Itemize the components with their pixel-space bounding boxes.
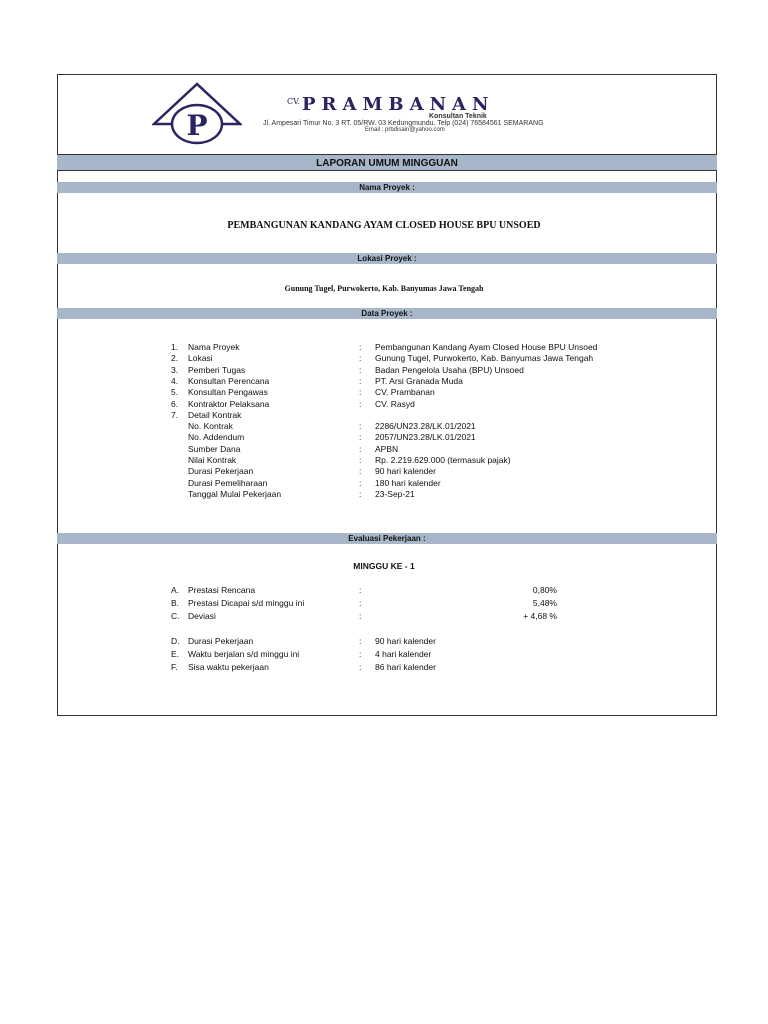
item-label: Sumber Dana [188, 443, 241, 454]
item-label: Durasi Pemeliharaan [188, 477, 268, 488]
list-item [0, 466, 768, 477]
item-number: 4. [171, 375, 179, 386]
item-colon: : [359, 636, 362, 646]
item-number: 7. [171, 409, 179, 420]
item-colon: : [359, 488, 362, 499]
item-number: A. [171, 585, 180, 595]
item-colon: : [359, 398, 362, 409]
list-item [0, 353, 768, 364]
item-label: Konsultan Perencana [188, 375, 270, 386]
item-value: CV. Rasyd [375, 398, 415, 409]
company-tagline: Konsultan Teknik [429, 113, 487, 120]
item-number: B. [171, 598, 180, 608]
project-location: Gunung Tugel, Purwokerto, Kab. Banyumas Jawa Tengah [284, 284, 484, 293]
list-item [0, 489, 768, 500]
list-item [0, 444, 768, 455]
section-lokasi-proyek: Lokasi Proyek : [57, 253, 717, 264]
item-value: + 4,68 % [523, 611, 557, 621]
item-colon: : [359, 353, 362, 364]
item-value: APBN [375, 443, 399, 454]
list-item [0, 598, 768, 609]
item-colon: : [359, 477, 362, 488]
item-colon: : [359, 611, 362, 621]
item-value: 86 hari kalender [375, 662, 436, 672]
item-colon: : [359, 598, 362, 608]
item-value: 5,48% [532, 598, 557, 608]
list-item [0, 399, 768, 410]
item-colon: : [359, 466, 362, 477]
item-colon: : [359, 342, 362, 352]
item-label: Deviasi [188, 611, 216, 621]
item-label: Tanggal Mulai Pekerjaan [188, 488, 282, 499]
section-evaluasi: Evaluasi Pekerjaan : [57, 533, 717, 544]
list-item [0, 662, 768, 673]
item-value: 180 hari kalender [375, 477, 441, 488]
item-label: Waktu berjalan s/d minggu ini [188, 649, 300, 659]
item-colon: : [359, 662, 362, 672]
list-item [0, 387, 768, 398]
item-value: 4 hari kalender [375, 649, 432, 659]
item-value: Pembangunan Kandang Ayam Closed House BPU Unsoed [375, 342, 598, 352]
item-colon: : [359, 443, 362, 454]
item-number: E. [171, 649, 180, 659]
item-label: No. Addendum [188, 432, 245, 443]
item-colon: : [359, 649, 362, 659]
item-label: Nilai Kontrak [188, 455, 237, 465]
item-value: 23-Sep-21 [375, 488, 415, 499]
list-item [0, 365, 768, 376]
item-value: 2057/UN23.28/LK.01/2021 [375, 432, 476, 443]
item-colon: : [359, 421, 362, 432]
item-label: Prestasi Rencana [188, 585, 256, 595]
item-colon: : [359, 432, 362, 443]
logo-letter: P [186, 109, 208, 142]
item-value: CV. Prambanan [375, 387, 435, 398]
item-number: F. [171, 662, 178, 672]
item-label: Durasi Pekerjaan [188, 466, 254, 477]
item-value: 90 hari kalender [375, 466, 436, 477]
item-number: 5. [171, 387, 179, 398]
report-title: LAPORAN UMUM MINGGUAN [57, 154, 717, 171]
company-address: Jl. Ampesari Timur No. 3 RT. 05/RW. 03 Kedungmundu. Telp (024) 76584561 SEMARANG [263, 120, 544, 127]
company-prefix: CV. [287, 97, 301, 106]
item-colon: : [359, 375, 362, 386]
list-item [0, 376, 768, 387]
item-number: 6. [171, 398, 179, 409]
item-label: Konsultan Pengawas [188, 387, 268, 398]
section-nama-proyek: Nama Proyek : [57, 182, 717, 193]
item-colon: : [359, 364, 362, 375]
item-colon: : [359, 585, 362, 595]
list-item [0, 585, 768, 596]
item-label: Nama Proyek [188, 342, 240, 352]
item-value: PT. Arsi Granada Muda [375, 375, 463, 386]
list-item [0, 649, 768, 660]
item-value: 90 hari kalender [375, 636, 436, 646]
item-colon: : [359, 387, 362, 398]
item-number: 1. [171, 342, 179, 352]
list-item [0, 478, 768, 489]
item-number: 2. [171, 353, 179, 364]
company-email: Email : prbdisain@yahoo.com [365, 127, 445, 133]
item-label: Prestasi Dicapai s/d minggu ini [188, 598, 305, 608]
item-value: 0,80% [532, 585, 557, 595]
list-item [0, 342, 768, 353]
item-number: 3. [171, 364, 179, 375]
company-name: PRAMBANAN [302, 94, 495, 115]
list-item [0, 455, 768, 466]
item-number: C. [171, 611, 180, 621]
list-item [0, 611, 768, 622]
item-colon: : [359, 455, 362, 465]
week-label: MINGGU KE - 1 [353, 561, 415, 571]
item-value: 2286/UN23.28/LK.01/2021 [375, 421, 476, 432]
item-label: Sisa waktu pekerjaan [188, 662, 269, 672]
item-label: Kontraktor Pelaksana [188, 398, 270, 409]
section-data-proyek: Data Proyek : [57, 308, 717, 319]
list-item [0, 421, 768, 432]
item-value: Rp. 2.219.629.000 (termasuk pajak) [375, 455, 511, 465]
item-value: Badan Pengelola Usaha (BPU) Unsoed [375, 364, 524, 375]
item-label: No. Kontrak [188, 421, 233, 432]
item-label: Durasi Pekerjaan [188, 636, 254, 646]
item-value: Gunung Tugel, Purwokerto, Kab. Banyumas Jawa Tengah [375, 353, 594, 364]
item-number: D. [171, 636, 180, 646]
item-label: Pemberi Tugas [188, 364, 246, 375]
list-item [0, 410, 768, 421]
project-name: PEMBANGUNAN KANDANG AYAM CLOSED HOUSE BPU UNSOED [227, 220, 541, 231]
list-item [0, 636, 768, 647]
company-logo [152, 80, 242, 146]
item-label: Detail Kontrak [188, 409, 242, 420]
list-item [0, 432, 768, 443]
item-label: Lokasi [188, 353, 213, 364]
